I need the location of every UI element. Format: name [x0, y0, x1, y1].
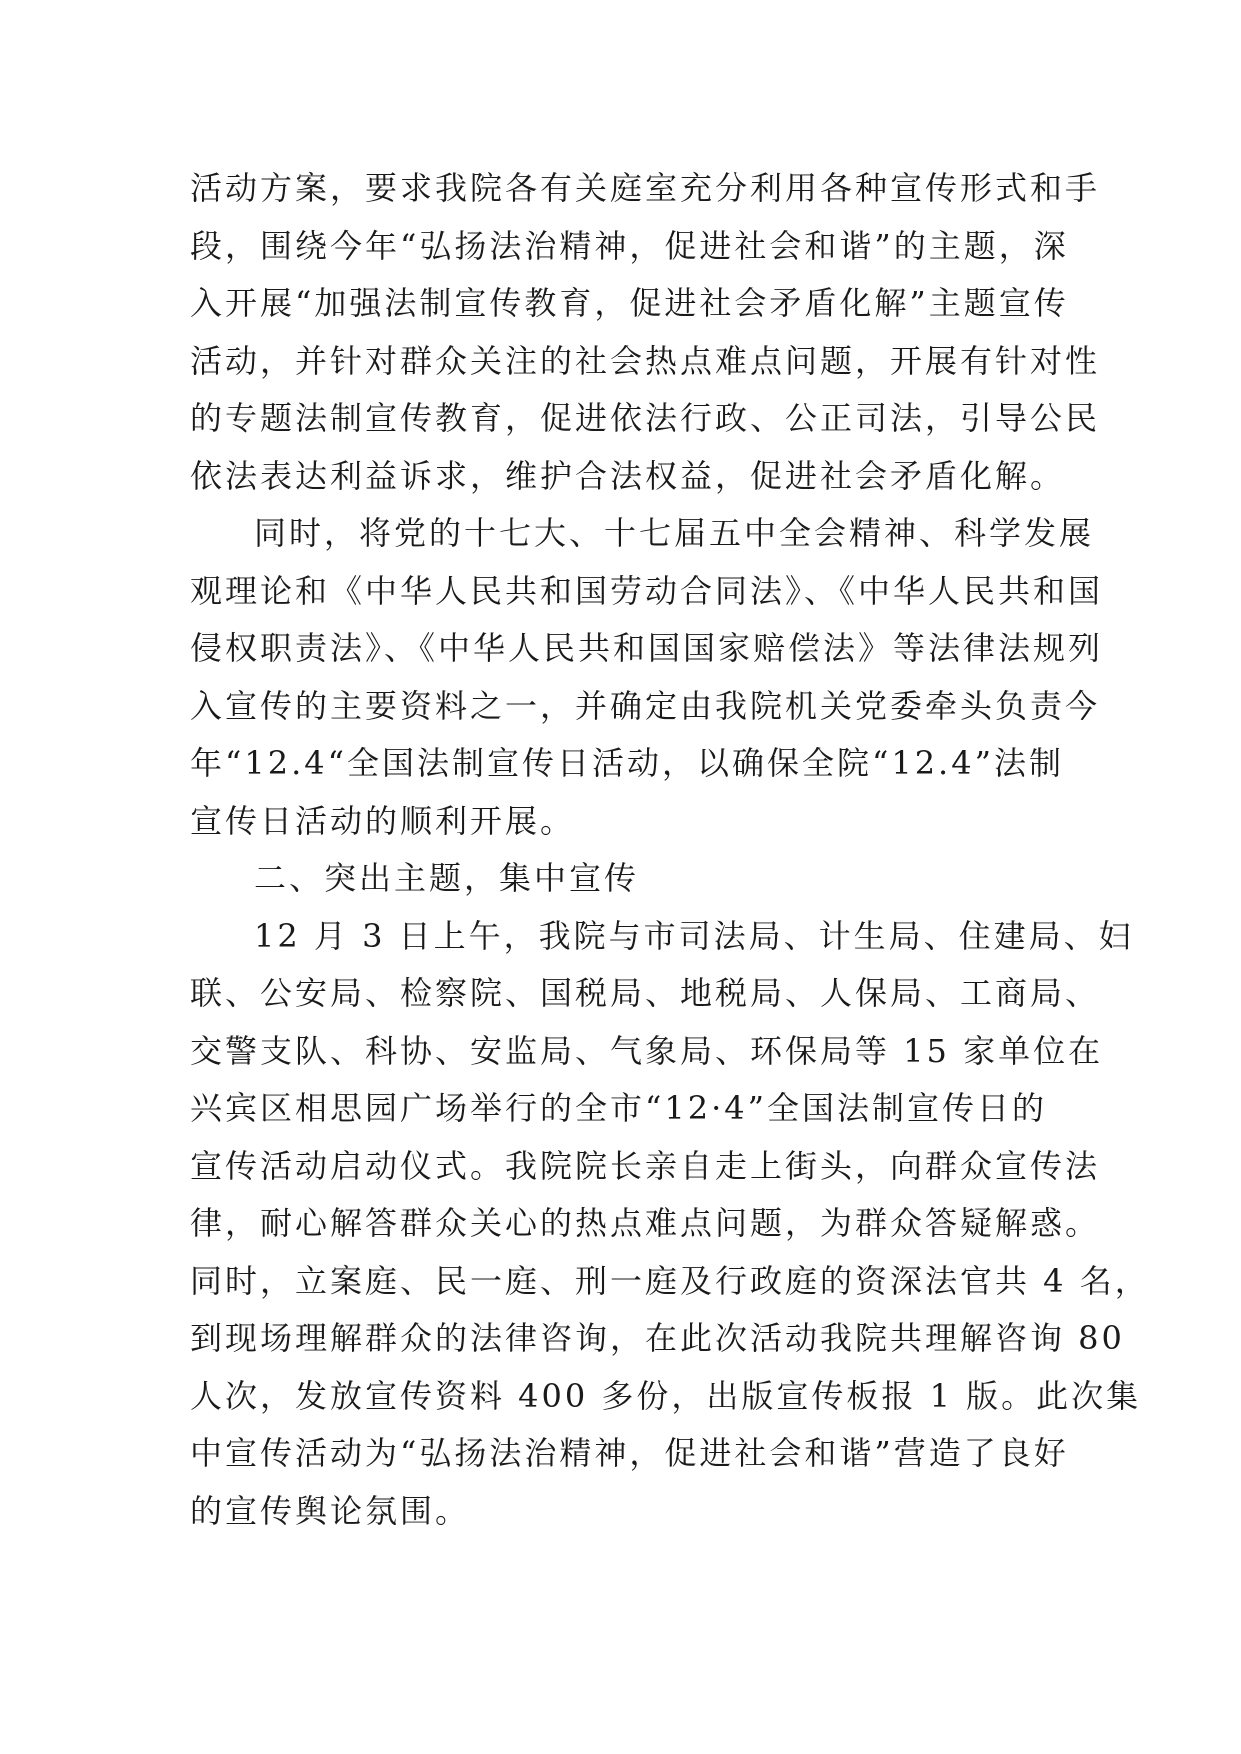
- text-line: 12 月 3 日上午，我院与市司法局、计生局、住建局、妇: [254, 916, 1134, 955]
- text-line: 段，围绕今年“弘扬法治精神，促进社会和谐”的主题，深: [190, 226, 1069, 265]
- text-line: 入宣传的主要资料之一，并确定由我院机关党委牵头负责今: [190, 686, 1101, 725]
- text-line: 活动，并针对群众关注的社会热点难点问题，开展有针对性: [190, 341, 1101, 380]
- section-heading: 二、突出主题，集中宣传: [254, 859, 640, 897]
- text-line: 同时，将党的十七大、十七届五中全会精神、科学发展: [254, 514, 1095, 552]
- text-line: 律，耐心解答群众关心的热点难点问题，为群众答疑解惑。: [190, 1204, 1101, 1242]
- text-line: 联、公安局、检察院、国税局、地税局、人保局、工商局、: [190, 974, 1101, 1012]
- text-line: 到现场理解群众的法律咨询，在此次活动我院共理解咨询 80: [190, 1319, 1125, 1357]
- text-line: 兴宾区相思园广场举行的全市“12·4”全国法制宣传日的: [190, 1089, 1047, 1127]
- text-line: 人次，发放宣传资料 400 多份，出版宣传板报 1 版。此次集: [190, 1376, 1142, 1415]
- document-body: [190, 160, 1150, 1540]
- text-line: 依法表达利益诉求，维护合法权益，促进社会矛盾化解。: [190, 456, 1066, 495]
- text-line: 中宣传活动为“弘扬法治精神，促进社会和谐”营造了良好: [190, 1434, 1069, 1472]
- text-line: 观理论和《中华人民共和国劳动合同法》、《中华人民共和国: [190, 571, 1104, 610]
- text-line: 宣传日活动的顺利开展。: [190, 801, 576, 840]
- text-line: 宣传活动启动仪式。我院院长亲自走上街头，向群众宣传法: [190, 1146, 1101, 1185]
- text-line: 入开展“加强法制宣传教育，促进社会矛盾化解”主题宣传: [190, 284, 1069, 322]
- text-line: 同时，立案庭、民一庭、刑一庭及行政庭的资深法官共 4 名，: [190, 1261, 1150, 1300]
- text-line: 活动方案，要求我院各有关庭室充分利用各种宣传形式和手: [190, 169, 1101, 207]
- text-line: 的宣传舆论氛围。: [190, 1491, 471, 1530]
- text-line: 年“12.4“全国法制宣传日活动，以确保全院“12.4”法制: [190, 744, 1064, 782]
- text-line: 交警支队、科协、安监局、气象局、环保局等 15 家单位在: [190, 1031, 1104, 1070]
- text-line: 的专题法制宣传教育，促进依法行政、公正司法，引导公民: [190, 399, 1101, 437]
- text-line: 侵权职责法》、《中华人民共和国国家赔偿法》等法律法规列: [190, 629, 1104, 667]
